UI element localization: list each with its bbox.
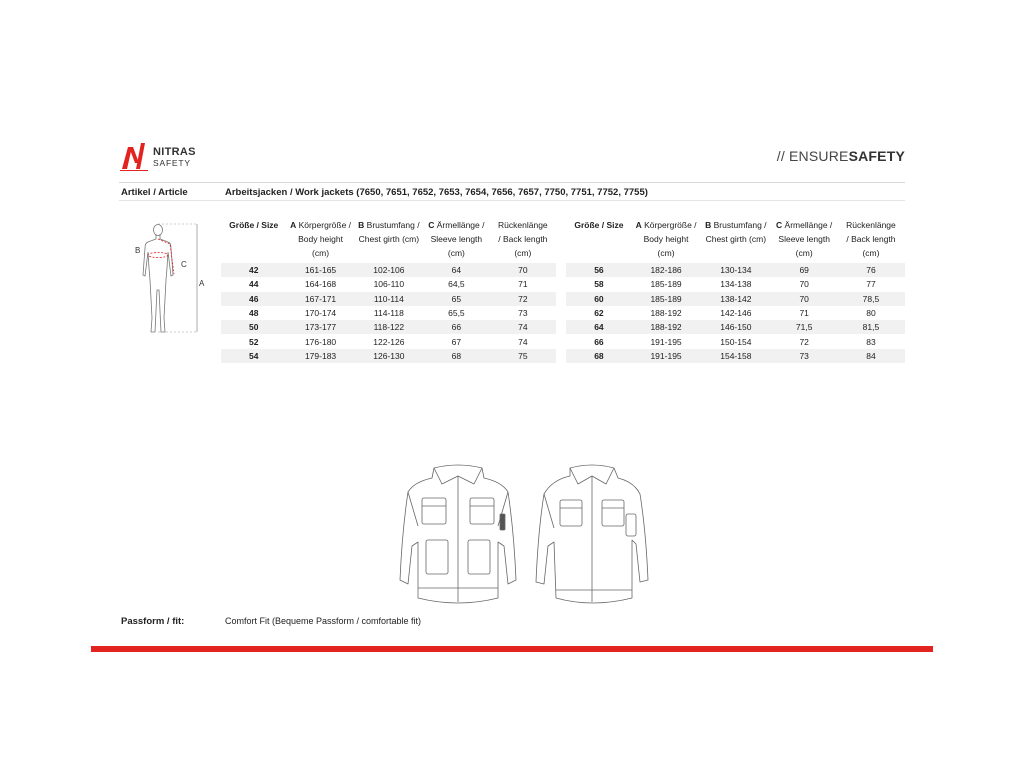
footer-red-bar [91,646,933,652]
header-chest-girth: B Brustumfang / Chest girth (cm) [705,220,767,244]
label-b: B [135,246,141,255]
jacket-side-icon [530,462,652,610]
body-measurement-figure [133,220,213,340]
table-row: 56 182-186 130-134 69 76 [566,263,905,277]
table-row: 58 185-189 134-138 70 77 [594,279,876,290]
jacket-side-drawing [530,462,652,615]
table-row: 66 191-195 150-154 72 83 [594,336,876,347]
tagline-bold: SAFETY [848,148,905,164]
article-divider [119,200,905,201]
header-body-height: A Körpergröße / Body height (cm) [290,220,352,258]
header-back-length: Rückenlänge / Back length (cm) [498,220,548,258]
header-chest-girth: B Brustumfang / Chest girth (cm) [358,220,420,244]
size-table-left [221,218,556,363]
header-size: Größe / Size [229,220,279,230]
table-row: 64 188-192 146-150 71,5 81,5 [566,320,905,334]
header-back-length: Rückenlänge / Back length (cm) [846,220,896,258]
nitras-logo [119,141,229,177]
jacket-front-drawing [396,462,520,615]
table-header-row [566,218,905,263]
table-row: 48 170-174 114-118 65,5 73 [248,308,528,319]
tagline-prefix: // ENSURE [776,148,849,164]
table-header-row [221,218,556,263]
table-row: 50 173-177 118-122 66 74 [221,320,556,334]
fit-label: Passform / fit: [121,616,185,627]
table-row: 54 179-183 126-130 68 75 [221,349,556,363]
table-row: 42 161-165 102-106 64 70 [221,263,556,277]
table-row: 68 191-195 154-158 73 84 [566,349,905,363]
ensure-safety-tagline [777,148,905,164]
article-value: Arbeitsjacken / Work jackets (7650, 7651, 7652, 7653, 7654, 7656, 7657, 7750, 7751, 7752, 7755) [225,187,648,198]
table-row: 52 176-180 122-126 67 74 [248,336,528,347]
label-a: A [199,279,205,288]
table-row: 44 164-168 106-110 64,5 71 [248,279,528,290]
article-label: Artikel / Article [121,187,188,198]
brand-name: NITRAS [153,146,196,158]
jacket-front-icon [396,462,520,610]
table-row: 62 188-192 142-146 71 80 [594,308,876,319]
header-size: Größe / Size [574,220,624,230]
header-body-height: A Körpergröße / Body height (cm) [635,220,697,258]
fit-value: Comfort Fit (Bequeme Passform / comfortable fit) [225,616,422,626]
header-divider [119,182,905,183]
table-row: 46 167-171 110-114 65 72 [221,292,556,306]
brand-sub: SAFETY [153,158,191,168]
body-figure-icon [133,220,213,340]
size-table-right [566,218,905,363]
header-sleeve-length: C Ärmellänge / Sleeve length (cm) [776,220,833,258]
header-sleeve-length: C Ärmellänge / Sleeve length (cm) [428,220,485,258]
label-c: C [181,260,187,269]
table-row: 60 185-189 138-142 70 78,5 [566,292,905,306]
nitras-logo-icon [119,141,149,171]
